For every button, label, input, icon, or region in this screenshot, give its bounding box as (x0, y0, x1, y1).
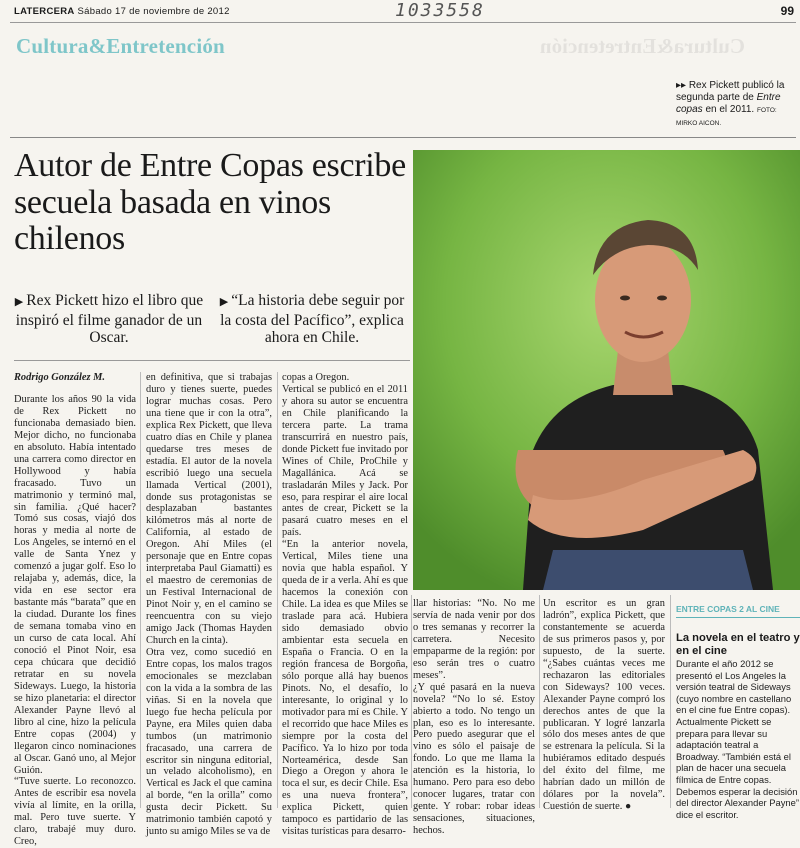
column-rule (277, 372, 278, 808)
column-rule (539, 595, 540, 808)
byline: Rodrigo González M. (14, 372, 105, 383)
page-number: 99 (780, 4, 794, 18)
column-2-text: en definitiva, que si trabajas duro y tienes suerte, puedes lograr muchas cosas. Pero una tiene que ir con la otra”, explica Rex Pickett, que lleva cuatro días en Chile y planea quedarse tres meses de estadía. El autor de la novela escribió luego una secuela llamada Vertical (2001), donde sus protagonistas se desplazaban bastantes kilómetros más al norte de California, al estado de Oregon. Ahí Miles (el personaje que en Entre copas interpretaba Paul Giamatti) es el maestro de ceremonias de un Festival Internacional de Pinot Noir y, en el camino se reencuentra con su viejo amigo Jack (Thomas Hayden Church en la cinta). Otra vez, como sucedió en Entre copas, los malos tragos emocionales se mezclaban con la vida a la sombra de las viñas. Si en la novela que luego fue hecha película por Payne, era Miles quien daba tumbos (un matrimonio fracasado, una carrera de escritor sin ninguna editorial, un velado alcoholismo), en Vertical es Jack el que camina al borde, “en la orilla” como gusta decir Pickett. Su matrimonio también capotó y junto su amigo Miles se va de (146, 372, 272, 838)
author-portrait-illustration (413, 150, 800, 590)
dek-rule (14, 360, 410, 361)
caption-text-italic: Entre copas (676, 92, 781, 115)
column-rule (670, 595, 671, 808)
article-column-4 (413, 598, 535, 837)
handwritten-number: 1033558 (395, 0, 485, 21)
triangle-icon: ▶ (219, 296, 229, 308)
caption-credit: MIRKO AICON. (676, 120, 722, 127)
photo-caption (676, 80, 796, 130)
column-1-text: Durante los años 90 la vida de Rex Pickett no funcionaba demasiado bien. Mejor dicho, no funcionaba en absoluto. Había intentado una carrera como director en Hollywood y había fracasado. Tuvo un matrimonio y terminó mal, sin familia. ¿Qué hacer? Tomó sus cosas, viajó dos horas y media al norte de Los Angeles, se internó en el valle de Santa Ynez y comenzó a jugar golf. Eso lo relajaba y, además, dice, la vida en ese sector era bastante más “barata” que en la ciudad. Durante los fines de semana tomaba vino en un curso de cata local. Ahí conoció el Pinot Noir, esa cepa chúcara que decidió retratar en su novela Sideways. Luego, la historia se hizo planetaria: el director Alexander Payne llevó al libro al cine, hizo la película Entre copas (2004) y llegaron cinco nominaciones al Oscar. Ganó uno, al Mejor Guión. “Tuve suerte. Lo reconozco. Antes de escribir esa novela vivía al límite, en la orilla, mal. Pero tuve suerte. Y claro, trabajé muy duro. Creo, (14, 393, 136, 848)
article-column-3 (282, 372, 408, 838)
article-column-5 (543, 598, 665, 813)
masthead-brand (14, 6, 230, 17)
dek-1 (14, 292, 204, 347)
bleed-through-texture (300, 60, 600, 130)
sidebar-label: ENTRE COPAS 2 AL CINE (676, 604, 800, 618)
sidebar-body: Durante el año 2012 se presentó el Los Angeles la versión teatral de Sideways (cuyo nombre en castellano en el cine fue Entre copas). Actualmente Pickett se prepara para llevar su adaptación teatral a Broadway. “También está el plan de hacer una secuela fílmica de Entre copas. Debemos esperar la decisión del director Alexander Payne” dice el escritor. (676, 658, 799, 820)
dek-2-text: “La historia debe seguir por la costa del Pacífico”, explica ahora en Chile. (220, 292, 405, 346)
brand-name: LATERCERA (14, 6, 75, 17)
bleed-through-section: Cultura&Entretención (540, 34, 745, 58)
article-column-1 (14, 372, 136, 848)
section-title: Cultura&Entretención (16, 34, 225, 58)
sidebar-title: La novela en el teatro y en el cine (676, 632, 800, 657)
caption-credit-label: FOTO: (757, 107, 777, 114)
section-rule (10, 137, 796, 138)
column-5-text: Un escritor es un gran ladrón”, explica Pickett, que constantemente se acuerda de sus primeros pasos y, por supuesto, de la suerte. “¿Sabes cuántas veces me rechazaron las editoriales con Sideways? 100 veces. Alexander Payne compró los derechos antes de que la publicaran. Y logré lanzarla sólo dos meses antes de que se estrenara la película. Si la hubiéramos editado después del éxito del filme, me habrían dado un millón de dólares por la novela”. Cuestión de suerte. ● (543, 598, 665, 813)
article-column-2 (146, 372, 272, 838)
column-rule (411, 595, 412, 808)
caption-marker: ▸▸ (676, 80, 687, 91)
column-rule (140, 372, 141, 808)
column-4-text: llar historias: “No. No me servía de nada venir por dos o tres semanas y recorrer la carretera. Necesito empaparme de la región: por eso serán tres o cuatro meses”. ¿Y qué pasará en la nueva novela? “No lo sé. Estoy abierto a todo. No tengo un plan, eso es lo interesante. Pero puedo asegurar que el vino es sólo el paisaje de fondo. Lo que me llama la atención es la historia, lo humano. Pero para eso debo conocer lugares, tratar con gente. Y robar: robar ideas sensaciones, situaciones, hechos. (413, 598, 535, 837)
triangle-icon: ▶ (14, 296, 24, 308)
caption-text-a: Rex Pickett publicó la segunda parte de (676, 80, 785, 103)
headline: Autor de Entre Copas escribe secuela basada en vinos chilenos (14, 147, 406, 257)
caption-text-b: en el 2011. (702, 104, 757, 115)
dek-2 (214, 292, 410, 347)
column-3-text: copas a Oregon. Vertical se publicó en el 2011 y ahora su autor se encuentra en Chile planificando la tercera parte. La trama transcurrirá en nuestro país, donde Pickett fue invitado por Wines of Chile, ProChile y Magallánica. Acá se trasladarán Miles y Jack. Por eso, para respirar el aire local antes de crear, Pickett se la pasará cuatro meses en el país. “En la anterior novela, Vertical, Miles tiene una novia que habla español. Y queda de ir a verla. Ahí es que hacemos la conexión con Chile. La idea es que Miles se traslade para acá. Hubiera sido demasiado obvio ambientar esta secuela en España o Francia. O en la región francesa de Borgoña, sólo porque allá hay buenos Pinots. No, el desafío, lo interesante, lo original y lo motivador para mí es Chile. Y el recorrido que hace Miles es siempre por la costa del Pacífico. Ya lo hizo por toda Norteamérica, desde San Diego a Oregon y ahora le toca el sur, es decir Chile. Esa es una nueva frontera”, explica Pickett, quien tampoco es partidario de las visitas turísticas para desarro- (282, 372, 408, 838)
top-rule (10, 22, 796, 23)
dek-1-text: Rex Pickett hizo el libro que inspiró el filme ganador de un Oscar. (15, 292, 204, 346)
author-photo (413, 150, 800, 590)
issue-date: Sábado 17 de noviembre de 2012 (77, 6, 230, 17)
